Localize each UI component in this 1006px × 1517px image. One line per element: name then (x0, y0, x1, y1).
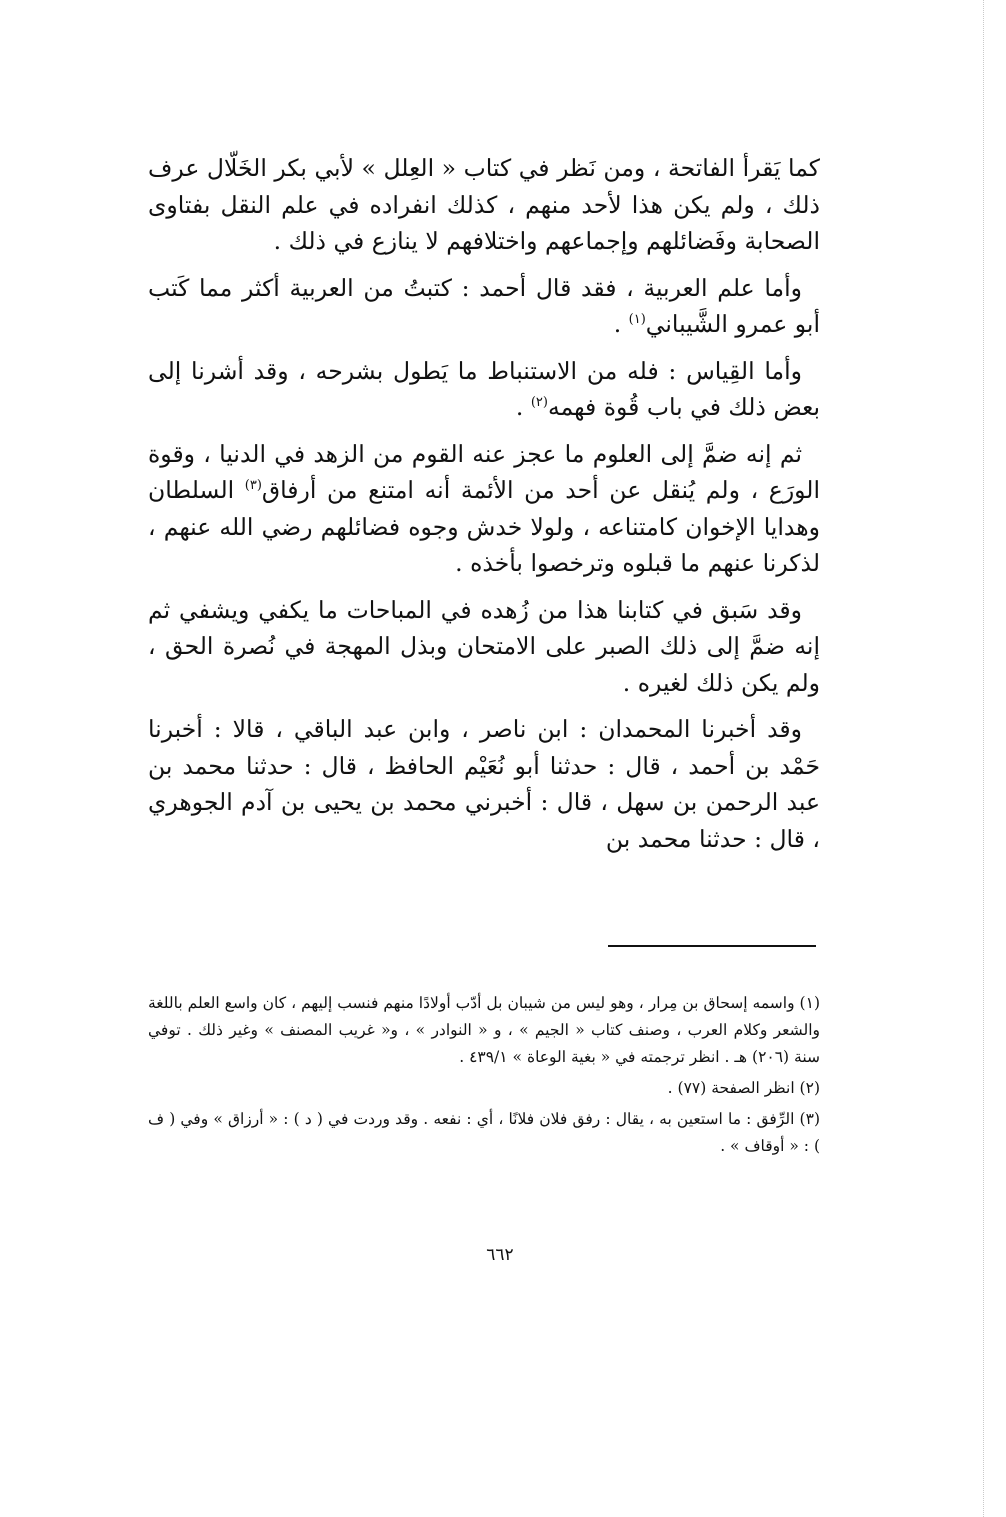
paragraph-3-text: وأما القِياس : فله من الاستنباط ما يَطول بشرحه ، وقد أشرنا إلى بعض ذلك في باب قُوة فهمه (148, 356, 820, 421)
paragraph-4-tail: السلطان وهدايا الإخوان كامتناعه ، ولولا خدش وجوه فضائلهم رضي الله عنهم ، لذكرنا عنهم ما قبلوه وترخصوا بأخذه . (148, 476, 820, 577)
footnotes (148, 990, 820, 1164)
main-text (148, 150, 820, 867)
footnote-1: (١) واسمه إسحاق بن مِرار ، وهو ليس من شيبان بل أدّب أولادًا منهم فنسب إليهم ، كان واسع العلم باللغة والشعر وكلام العرب ، وصنف كتاب « الجيم » ، و « النوادر » ، و« غريب المصنف » وغير ذلك . توفي سنة (٢٠٦) هـ . انظر ترجمته في « بغية الوعاة » ٤٣٩/١ . (148, 994, 820, 1066)
paragraph-5: وقد سَبق في كتابنا هذا من زُهده في المباحات ما يكفي ويشفي ثم إنه ضمَّ إلى ذلك الصبر على الامتحان وبذل المهجة في نُصرة الحق ، ولم يكن ذلك لغيره . (148, 595, 820, 697)
paragraph-2-tail: . (613, 310, 629, 338)
paragraph-3 (148, 353, 820, 426)
footnote-3: (٣) الرِّفق : ما استعين به ، يقال : رفق فلان فلانًا ، أي : نفعه . وقد وردت في ( د ) : « أرزاق » وفي ( ف ) : « أوقاف » . (148, 1110, 820, 1155)
paragraph-4-text: ثم إنه ضمَّ إلى العلوم ما عجز عنه القوم من الزهد في الدنيا ، وقوة الورَع ، ولم يُنقل عن أحد من الأئمة أنه امتنع من أرفاق (148, 439, 820, 504)
paragraph-6: وقد أخبرنا المحمدان : ابن ناصر ، وابن عبد الباقي ، قالا : أخبرنا حَمْد بن أحمد ، قال : حدثنا أبو نُعَيْم الحافظ ، قال : حدثنا محمد بن عبد الرحمن بن سهل ، قال : أخبرني محمد بن يحيى بن آدم الجوهري ، قال : حدثنا محمد بن (148, 715, 820, 853)
paragraph-2 (148, 270, 820, 343)
footnote-ref-2: (٢) (530, 395, 548, 411)
page-number: ٦٦٢ (486, 1245, 514, 1265)
footnote-ref-1: (١) (628, 312, 646, 328)
paragraph-2-text: وأما علم العربية ، فقد قال أحمد : كتبتُ من العربية أكثر مما كَتب أبو عمرو الشَّيباني (148, 273, 820, 338)
paragraph-4 (148, 436, 820, 582)
footnote-2: (٢) انظر الصفحة (٧٧) . (667, 1079, 820, 1097)
footnote-separator (608, 945, 816, 947)
paragraph-3-tail: . (515, 393, 531, 421)
scan-edge-line (983, 0, 984, 1517)
footnote-ref-3: (٣) (244, 478, 262, 494)
paragraph-1: كما يَقرأ الفاتحة ، ومن نَظر في كتاب « العِلل » لأبي بكر الخَلّال عرف ذلك ، ولم يكن هذا لأحد منهم ، كذلك انفراده في علم النقل بفتاوى الصحابة وفَضائلهم وإجماعهم واختلافهم لا ينازع في ذلك . (148, 154, 820, 255)
